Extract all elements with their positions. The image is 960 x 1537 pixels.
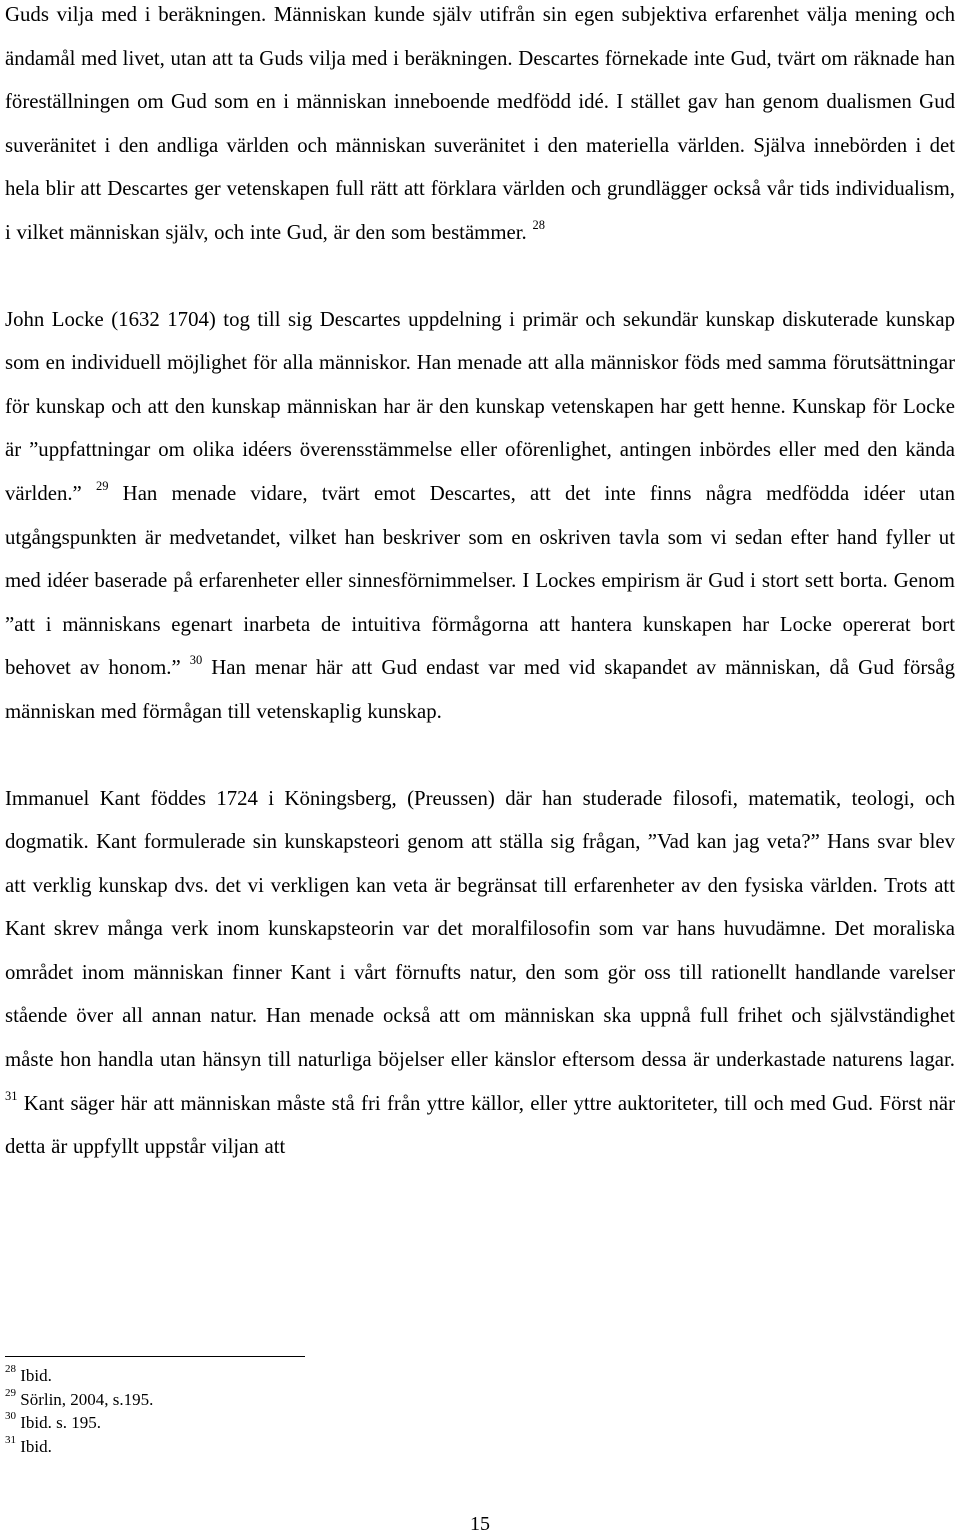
footnotes [5,1364,905,1458]
footnote-text: Ibid. s. 195. [20,1413,101,1432]
page-number: 15 [470,1513,490,1535]
paragraph-text: Immanuel Kant föddes 1724 i Köningsberg, (Preussen) där han studerade filosofi, matematik, teologi, och dogmatik. Kant formulerade sin kunskapsteori genom att ställa sig frågan, ”Vad kan jag veta?” Hans svar blev att verklig kunskap dvs. det vi verkligen kan veta är begränsat till erfarenheter av den fysiska världen. Trots att Kant skrev många verk inom kunskapsteorin var det moralfilosofin som var hans huvudämne. Det moraliska området inom människan finner Kant i vårt förnufts natur, den som gör oss till rationellt handlande varelser stående över all annan natur. Han menade också att om människan ska uppnå full frihet och självständighet måste hon handla utan hänsyn till naturliga böjelser eller känslor eftersom dessa är underkastade naturens lagar. [5,786,955,1072]
footnote-reference[interactable]: 28 [532,218,545,233]
paragraph [5,0,955,255]
footnote-reference[interactable]: 29 [95,479,109,494]
paragraph-text: Han menade vidare, tvärt emot Descartes, att det inte finns några medfödda idéer utan utgångspunkten är medvetandet, vilket han beskriver som en oskriven tavla som vi sedan efter hand fyller ut med idéer baserade på erfarenheter eller sinnesförnimmelser. I Lockes empirism är Gud i stort sett borta. Genom ”att i människans egenart inarbeta de intuitiva förmågorna att hantera kunskapen har Locke opererat bort behovet av honom.” [5,481,955,680]
footnote-item [5,1435,905,1459]
paragraph [5,298,955,734]
footnote-reference[interactable]: 30 [189,653,203,668]
footnote-number: 29 [5,1386,16,1399]
footnote-number: 28 [5,1363,16,1376]
footnote-text: Sörlin, 2004, s.195. [20,1389,154,1409]
paragraph-text: Han menar här att Gud endast var med vid skapandet av människan, då Gud försåg människan med förmågan till vetenskaplig kunskap. [5,656,955,723]
footnote-reference[interactable]: 31 [5,1088,18,1103]
footnote-item [5,1364,905,1388]
paragraph-text: John Locke (1632 1704) tog till sig Descartes uppdelning i primär och sekundär kunskap diskuterade kunskap som en individuell möjlighet för alla människor. Han menade att alla människor föds med samma förutsättningar för kunskap och att den kunskap människan har är den kunskap vetenskapen har gett henne. Kunskap för Locke är ”uppfattningar om olika idéers överensstämmelse eller oförenlighet, antingen inbördes eller med den kända världen.” [5,307,955,505]
footnote-text: Ibid. [20,1436,52,1456]
paragraph [5,777,955,1169]
footnote-text: Ibid. [20,1366,52,1385]
footnote-item [5,1411,905,1435]
footnote-number: 31 [5,1433,16,1446]
paragraph-text: Kant säger här att människan måste stå fri från yttre källor, eller yttre auktoriteter, till och med Gud. Först när detta är uppfyllt uppstår viljan att [5,1091,955,1159]
paragraph-text: Guds vilja med i beräkningen. Människan kunde själv utifrån sin egen subjektiva erfarenhet välja mening och ändamål med livet, utan att ta Guds vilja med i beräkningen. Descartes förnekade inte Gud, tvärt om räknade han föreställningen om Gud som en i människan inneboende medfödd idé. I stället gav han genom dualismen Gud suveränitet i den andliga världen och människan suveränitet i den materiella världen. Själva innebörden i det hela blir att Descartes ger vetenskapen full rätt att förklara världen och grundlägger också vår tids individualism, i vilket människan själv, och inte Gud, är den som bestämmer. [5,3,955,244]
footnote-number: 30 [5,1410,16,1423]
footnote-item [5,1388,905,1412]
body-text [5,0,955,1169]
footnote-separator [5,1356,305,1357]
document-page [5,0,955,1169]
